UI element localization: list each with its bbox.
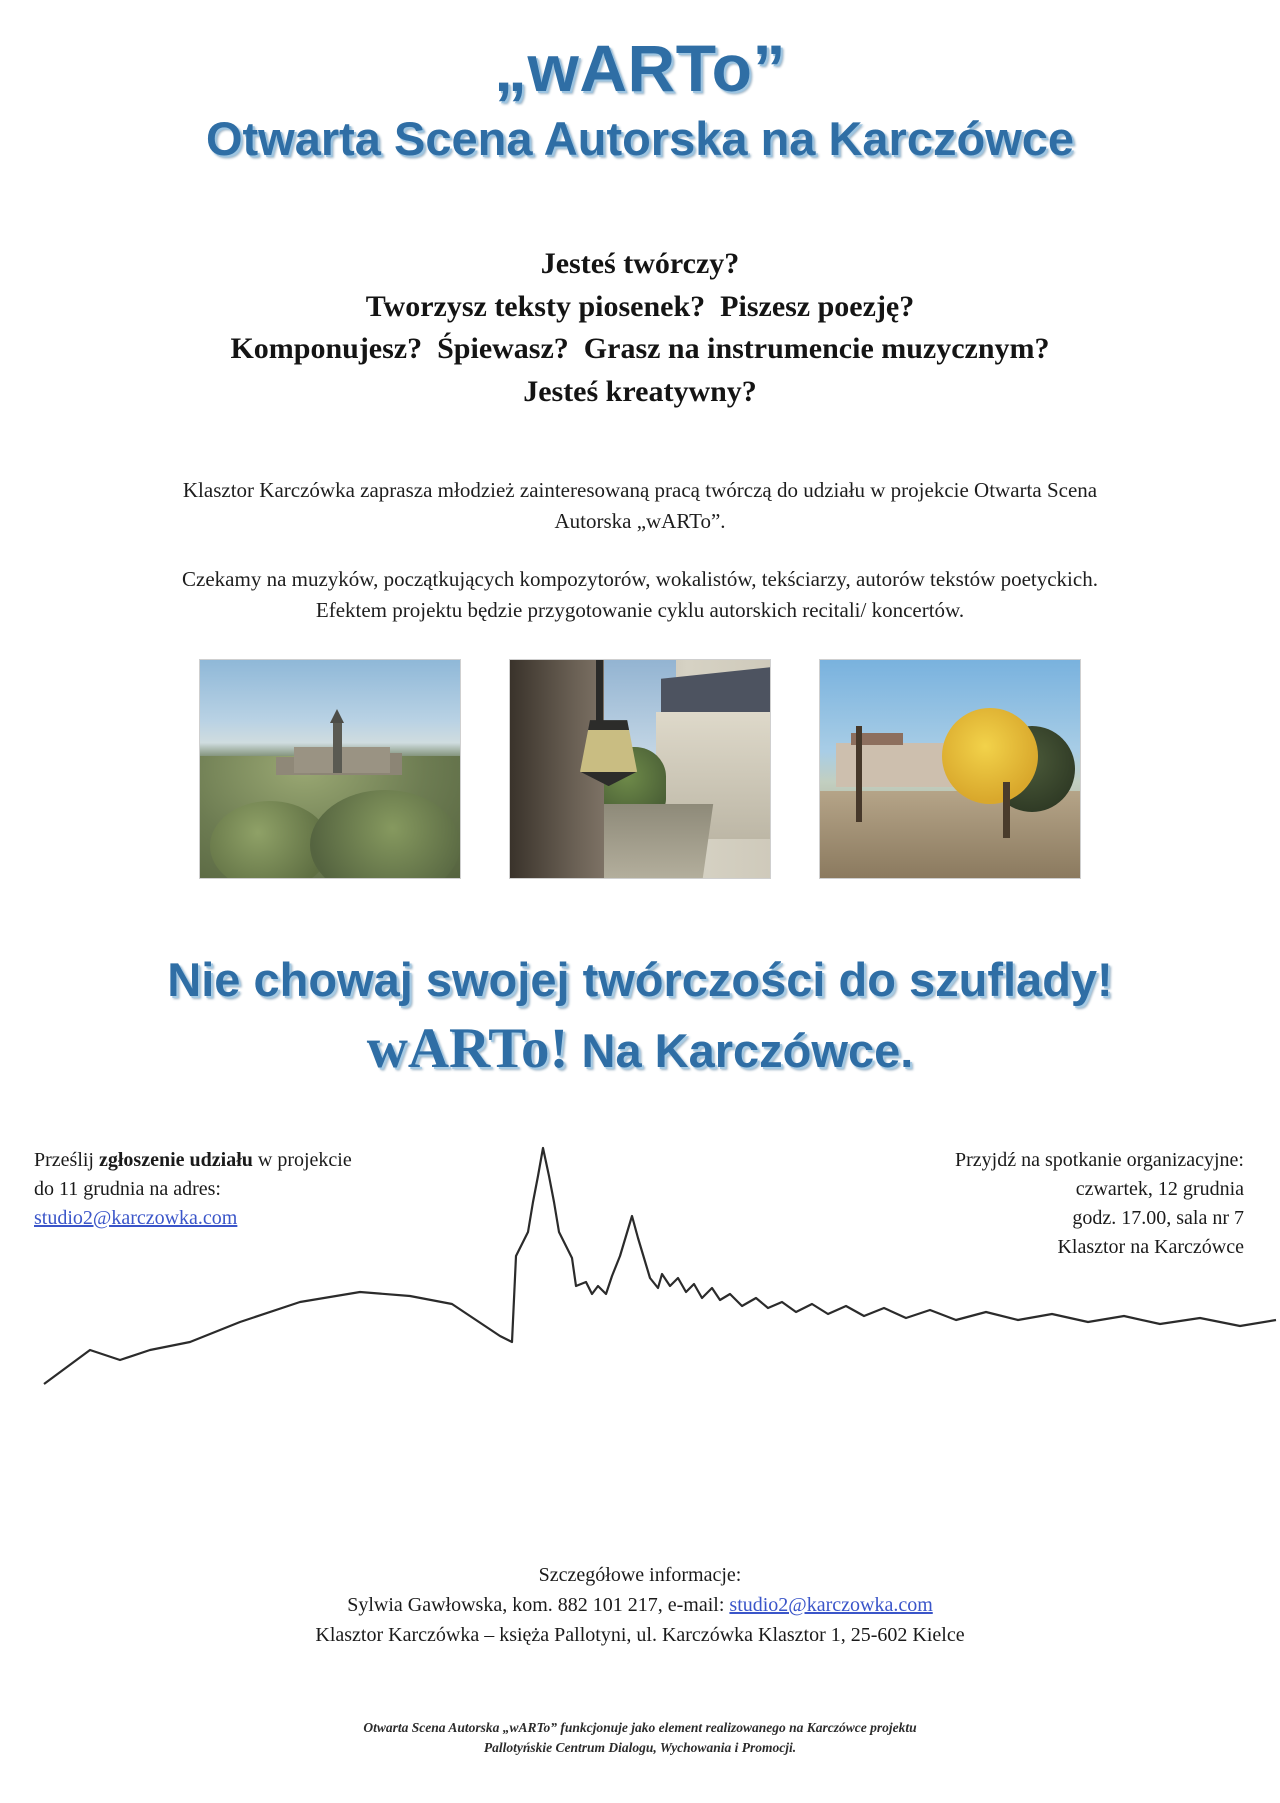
meeting-line-3: godz. 17.00, sala nr 7 [1072, 1206, 1244, 1229]
photo-lantern-at-monastery [509, 659, 771, 879]
tree-trunk-left-shape [856, 726, 862, 822]
question-line-1: Jesteś twórczy? [540, 246, 740, 280]
poster-header [0, 0, 1280, 165]
meeting-line-2: czwartek, 12 grudnia [1075, 1177, 1244, 1200]
project-disclaimer [0, 1718, 1280, 1757]
meeting-line-1: Przyjdź na spotkanie organizacyjne: [955, 1148, 1244, 1171]
submission-suffix: w projekcie [252, 1148, 352, 1171]
slogan-line-1: Nie chowaj swojej twórczości do szuflady! [167, 953, 1113, 1007]
photo-autumn-trees [819, 659, 1081, 879]
meeting-line-4: Klasztor na Karczówce [1057, 1235, 1244, 1258]
details-block [0, 1560, 1280, 1650]
submission-prefix: Prześlij [34, 1148, 99, 1171]
yellow-tree-shape [942, 708, 1038, 804]
monastery-building-shape [294, 747, 390, 773]
slogan-line-2 [0, 1015, 1280, 1083]
details-heading: Szczegółowe informacje: [538, 1564, 742, 1586]
details-email-link[interactable]: studio2@karczowka.com [729, 1594, 933, 1616]
details-contact-person [0, 1590, 1280, 1620]
tree-trunk-right-shape [1003, 782, 1010, 838]
poster-title: „wARTo” [494, 31, 786, 105]
disclaimer-line-1: Otwarta Scena Autorska „wARTo” funkcjonuje jako element realizowanego na Karczówce projektu [363, 1720, 917, 1735]
details-person-text: Sylwia Gawłowska, kom. 882 101 217, e-mail: [347, 1594, 730, 1616]
questions-block [0, 243, 1280, 413]
slogan-block [0, 953, 1280, 1083]
lantern-arm-shape [596, 660, 603, 724]
submission-bold: zgłoszenie udziału [99, 1148, 253, 1171]
submission-email-link[interactable]: studio2@karczowka.com [34, 1206, 238, 1229]
description-paragraph-1: Klasztor Karczówka zaprasza młodzież zainteresowaną pracą twórczą do udziału w projekcie Otwarta Scena Autorska „wARTo”. [182, 478, 1098, 533]
question-line-3: Komponujesz? Śpiewasz? Grasz na instrumencie muzycznym? [230, 332, 1050, 366]
disclaimer-line-2: Pallotyńskie Centrum Dialogu, Wychowania i Promocji. [483, 1739, 797, 1755]
bottom-section [0, 1136, 1280, 1466]
question-line-4: Jesteś kreatywny? [523, 374, 757, 408]
photo-view-of-karczowka [199, 659, 461, 879]
description-paragraph-2: Czekamy na muzyków, początkujących kompozytorów, wokalistów, tekściarzy, autorów tekstów poetyckich. Efektem projektu będzie przygotowanie cyklu autorskich recitali/ koncertów. [182, 567, 1098, 622]
submission-info [34, 1146, 352, 1233]
meeting-info [955, 1146, 1244, 1262]
poster-subtitle: Otwarta Scena Autorska na Karczówce [205, 112, 1075, 166]
slogan-warto: wARTo! [366, 1017, 569, 1081]
description-block [0, 475, 1280, 625]
submission-line-1 [34, 1146, 352, 1175]
slogan-na-karczowce: Na Karczówce. [568, 1024, 914, 1078]
details-address: Klasztor Karczówka – księża Pallotyni, ul. Karczówka Klasztor 1, 25-602 Kielce [315, 1624, 965, 1646]
question-line-2: Tworzysz teksty piosenek? Piszesz poezję? [365, 289, 915, 323]
photo-strip [0, 659, 1280, 879]
church-tower-shape [333, 721, 342, 773]
submission-line-2: do 11 grudnia na adres: [34, 1177, 221, 1200]
